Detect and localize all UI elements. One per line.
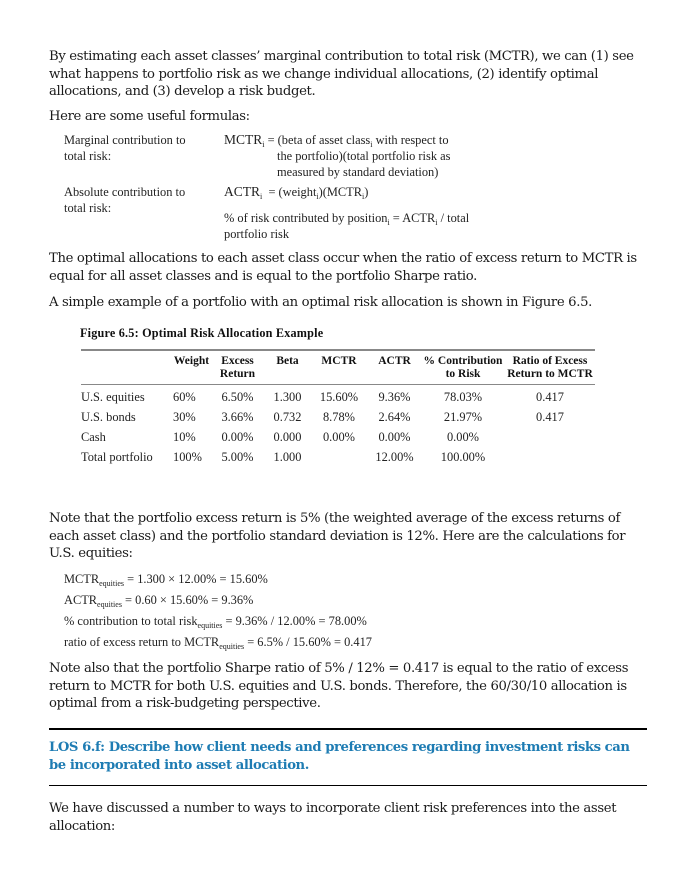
pct-risk-formula: % of risk contributed by position$_i$ = $ACTR_i$ / total portfolio risk (224, 211, 470, 241)
calc-pct-contribution: % contribution to total risk$_{equities}$ = 9.36% / 12.00% = 78.00% (64, 614, 367, 630)
table-header-row (81, 350, 595, 385)
header-actr: ACTR (378, 355, 411, 367)
note-paragraph: Note that the portfolio excess return is 5% (the weighted average of the excess returns of each asset class) and the portfolio standard deviation is 12%. Here are the calculations for U.S. equities: (49, 511, 626, 561)
actr-formula: $ACTR_i$ = $(weight_i)(MCTR_i)$ (224, 184, 369, 201)
example-paragraph: A simple example of a portfolio with an optimal risk allocation is shown in Figure 6.5. (49, 295, 592, 310)
figure-title: Figure 6.5: Optimal Risk Allocation Example (80, 326, 324, 340)
mctr-formula: $MCTR_i$ = (beta of asset class$_i$ with respect to the portfolio)(total portfolio risk as measured by standard deviation) (224, 132, 451, 179)
section-divider-bottom (49, 785, 647, 786)
calc-mctr: $MCTR_{equities} = 1.300 \times 12.00\% = 15.60\%$ (64, 572, 268, 588)
table-row-total: Total portfolio 100% 5.00% 1.000 12.00% 100.00% (81, 450, 486, 464)
sharpe-paragraph: Note also that the portfolio Sharpe ratio of 5% / 12% = 0.417 is equal to the ratio of excess return to MCTR for both U.S. equities and U.S. bonds. Therefore, the 60/30/10 allocation is optimal from a risk-budgeting perspective. (49, 661, 629, 711)
table-row: U.S. equities 60% 6.50% 1.300 15.60% 9.36% 78.03% 0.417 (81, 390, 564, 404)
optimal-paragraph: The optimal allocations to each asset class occur when the ratio of excess return to MCTR is equal for all asset classes and is equal to the portfolio Sharpe ratio. (49, 251, 637, 284)
header-excess-return: Excess Return (219, 355, 256, 380)
intro-paragraph: By estimating each asset classes’ marginal contribution to total risk (MCTR), we can (1) see what happens to portfolio risk as we change individual allocations, (2) identify optimal allocations, and (3) develop a risk budget. (49, 49, 634, 99)
header-pct-contribution: % Contribution to Risk (423, 355, 503, 380)
table-row: Cash 10% 0.00% 0.000 0.00% 0.00% 0.00% (81, 430, 479, 444)
formulas-intro: Here are some useful formulas: (49, 109, 250, 124)
los-heading: LOS 6.f: Describe how client needs and preferences regarding investment risks can be incorporated into asset allocation. (49, 740, 630, 773)
section-divider-top (49, 728, 647, 730)
calc-ratio: ratio of excess return to $MCTR_{equities} = 6.5\% / 15.60\% = 0.417$ (64, 635, 372, 651)
header-weight: Weight (173, 355, 210, 367)
closing-paragraph: We have discussed a number to ways to incorporate client risk preferences into the asset allocation: (49, 801, 617, 834)
header-asset-class (81, 350, 173, 385)
header-beta: Beta (276, 355, 299, 367)
header-mctr: MCTR (321, 355, 357, 367)
header-ratio: Ratio of Excess Return to MCTR (507, 355, 593, 380)
mctr-label: Marginal contribution to total risk: (64, 133, 186, 163)
equities-calculations (64, 569, 372, 653)
calc-actr: $ACTR_{equities} = 0.60 \times 15.60\% = 9.36\%$ (64, 593, 254, 609)
table-row: U.S. bonds 30% 3.66% 0.732 8.78% 2.64% 21.97% 0.417 (81, 410, 564, 424)
optimal-risk-allocation-table (81, 349, 595, 469)
actr-label: Absolute contribution to total risk: (64, 185, 186, 215)
